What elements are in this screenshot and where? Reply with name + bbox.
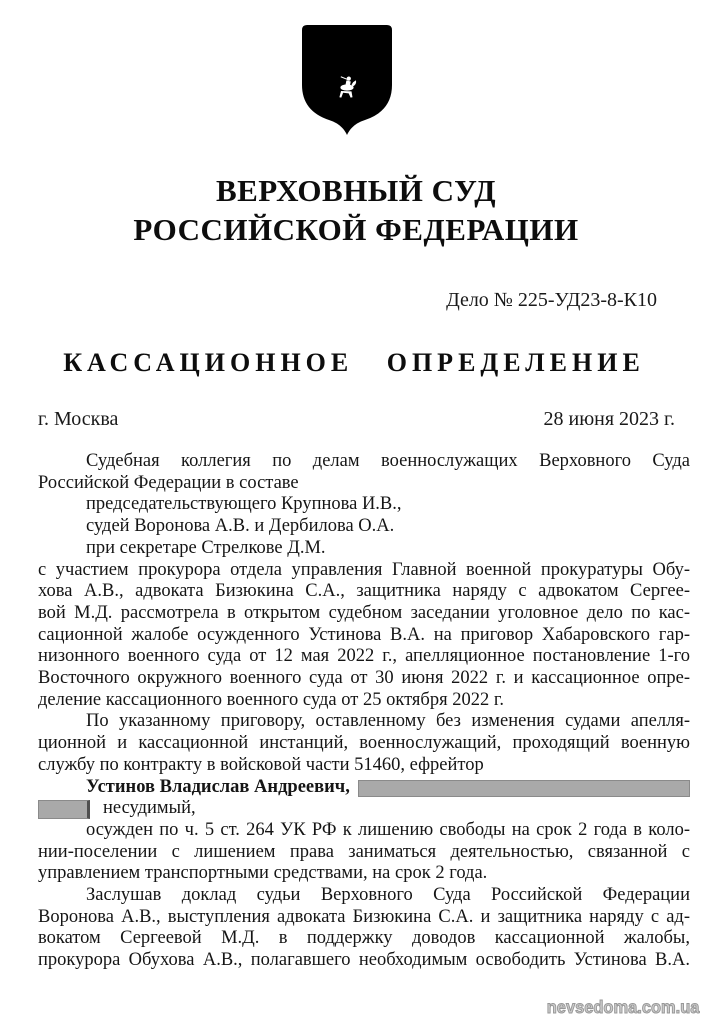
text-line: председательствующего Крупнова И.В., [86, 494, 402, 515]
text-line: Заслушав доклад судьи Верховного Суда Российской Федерации [86, 885, 690, 906]
text-line: Воронова А.В., выступления адвоката Бизюкина С.А. и защитника наряду с ад- [38, 906, 690, 927]
date-label: 28 июня 2023 г. [543, 408, 675, 430]
document-title: КАССАЦИОННОЕ ОПРЕДЕЛЕНИЕ [63, 348, 645, 377]
place-date-row [38, 408, 675, 431]
text-line: Судебная коллегия по делам военнослужащих Верховного Суда [86, 451, 690, 471]
court-name-line1: ВЕРХОВНЫЙ СУД [215, 173, 497, 208]
text-line: осужден по ч. 5 ст. 264 УК РФ к лишению свободы на срок 2 года в коло- [86, 819, 690, 840]
text-line: прокурора Обухова А.В., полагавшего необходимым освободить Устинова В.А. [38, 950, 690, 971]
text-line: ционной и кассационной инстанций, военнослужащий, проходящий военную [38, 733, 690, 754]
watermark: nevsedoma.com.ua [546, 997, 699, 1017]
text-line: По указанному приговору, оставленному без изменения судами апелля- [86, 711, 690, 732]
text-line: при секретаре Стрелкове Д.М. [86, 537, 326, 558]
text-line: вой М.Д. рассмотрела в открытом судебном заседании уголовное дело по кас- [38, 602, 690, 623]
defendant-name: Устинов Владислав Андреевич, [86, 776, 350, 797]
state-emblem-icon [302, 25, 392, 135]
text-line: управлением транспортными средствами, на срок 2 года. [38, 863, 488, 884]
text-line: нии-поселении с лишением права заниматься деятельностью, связанной с [38, 841, 690, 862]
text-line: судей Воронова А.В. и Дербилова О.А. [86, 516, 395, 537]
redaction-box [358, 780, 690, 797]
text-line: деление кассационного военного суда от 25 октября 2022 г. [38, 689, 504, 710]
defendant-name-line [38, 777, 690, 799]
text-line: Российской Федерации в составе [38, 472, 299, 493]
text-line: Восточного окружного военного суда от 30 июня 2022 г. и кассационное опре- [38, 668, 690, 689]
place-label: г. Москва [38, 408, 119, 430]
text-line: вокатом Сергеевой М.Д. в поддержку доводов кассационной жалобы, [38, 928, 690, 949]
court-name-line2: РОССИЙСКОЙ ФЕДЕРАЦИИ [133, 212, 579, 247]
court-name-heading [11, 171, 701, 249]
text-line: службу по контракту в войсковой части 51460, ефрейтор [38, 754, 484, 775]
redaction-box [38, 800, 90, 819]
case-number: Дело № 225-УД23-8-К10 [446, 289, 657, 311]
text-line: хова А.В., адвоката Бизюкина С.А., защитника наряду с адвокатом Сергее- [38, 581, 690, 602]
text-line: сационной жалобе осужденного Устинова В.А. на приговор Хабаровского гар- [38, 624, 690, 645]
unjudged-label: несудимый, [103, 798, 196, 819]
text-line [38, 798, 690, 820]
document-body [38, 451, 690, 972]
text-line: с участием прокурора отдела управления Главной военной прокуратуры Обу- [38, 559, 690, 580]
text-line: низонного военного суда от 12 мая 2022 г., апелляционное постановление 1-го [38, 646, 690, 667]
